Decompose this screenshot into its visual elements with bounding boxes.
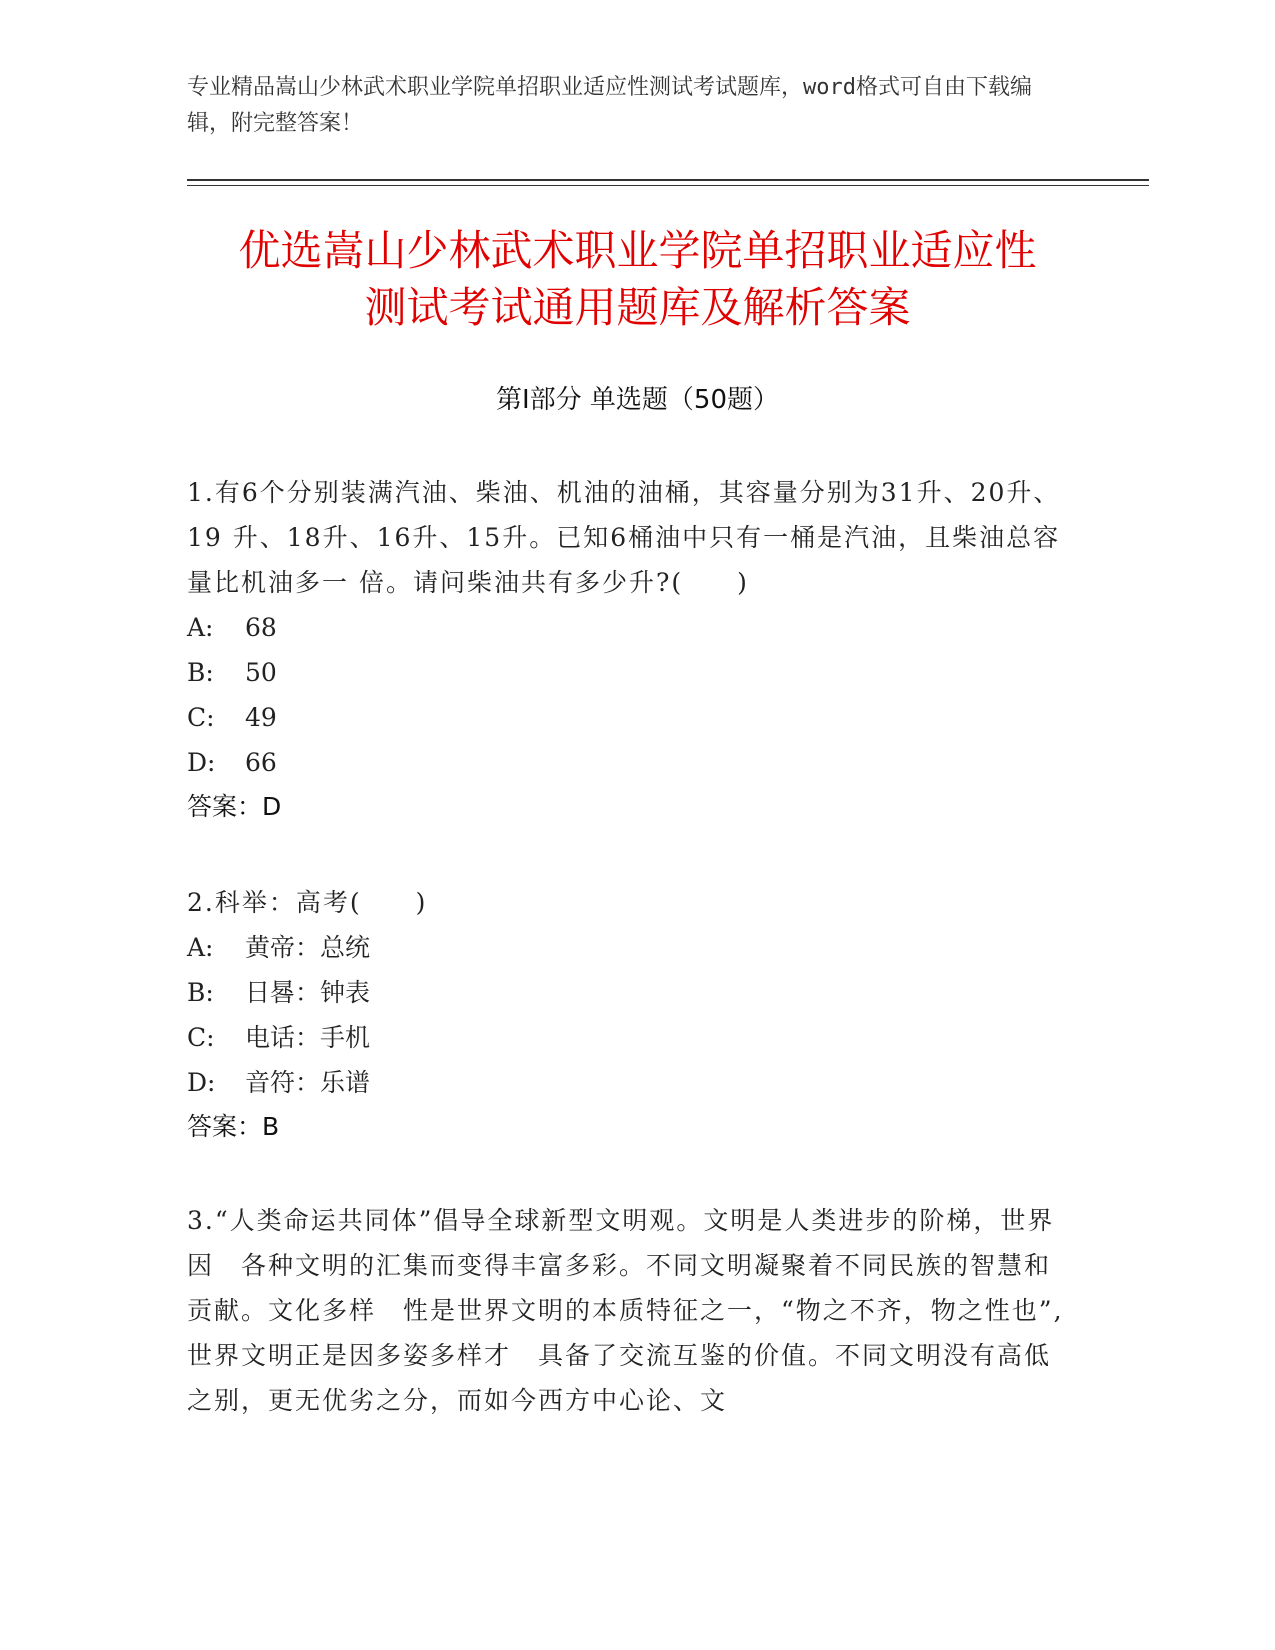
option-a: [187, 925, 1077, 970]
option-value: 日晷：钟表: [245, 978, 371, 1007]
option-key: C:: [187, 1023, 215, 1052]
option-key: B:: [187, 658, 214, 687]
option-b: [187, 650, 1077, 695]
option-value: 66: [245, 748, 277, 777]
question-2: [187, 880, 1077, 1149]
option-d: [187, 740, 1077, 785]
document-title-line2: 测试考试通用题库及解析答案: [364, 283, 911, 332]
option-value: 电话：手机: [245, 1023, 371, 1052]
option-key: D:: [187, 1068, 216, 1097]
question-3: [187, 1198, 1077, 1423]
answer: 答案：D: [187, 792, 282, 821]
option-b: [187, 970, 1077, 1015]
option-value: 黄帝：总统: [245, 933, 371, 962]
option-c: [187, 1015, 1077, 1060]
option-value: 49: [245, 703, 277, 732]
question-text: 2.科举：高考( ): [187, 888, 428, 917]
section-title: 第Ⅰ部分 单选题（50题）: [495, 385, 780, 415]
document-title-line1: 优选嵩山少林武术职业学院单招职业适应性: [238, 226, 1037, 275]
option-c: [187, 695, 1077, 740]
option-key: C:: [187, 703, 215, 732]
option-d: [187, 1060, 1077, 1105]
option-key: A:: [187, 613, 214, 642]
header-note: 专业精品嵩山少林武术职业学院单招职业适应性测试考试题库，word格式可自由下载编辑，附完整答案！: [187, 75, 1032, 136]
option-a: [187, 605, 1077, 650]
answer: 答案：B: [187, 1112, 280, 1141]
option-key: A:: [187, 933, 214, 962]
option-key: D:: [187, 748, 216, 777]
question-1: [187, 470, 1077, 829]
option-value: 50: [245, 658, 277, 687]
question-text: 3.“人类命运共同体”倡导全球新型文明观。文明是人类进步的阶梯，世界因 各种文明的汇集而变得丰富多彩。不同文明凝聚着不同民族的智慧和贡献。文化多样 性是世界文明的本质特征之一，“物之不齐，物之性也”,世界文明正是因多姿多样才 具备了交流互鉴的价值。不同文明没有高低之别，更无优劣之分，而如今西方中心论、文: [187, 1206, 1064, 1415]
option-key: B:: [187, 978, 214, 1007]
question-text: 1.有6个分别装满汽油、柴油、机油的油桶，其容量分别为31升、20升、19 升、18升、16升、15升。已知6桶油中只有一桶是汽油，且柴油总容量比机油多一 倍。请问柴油共有多少升?( ): [187, 478, 1061, 597]
option-value: 音符：乐谱: [245, 1068, 371, 1097]
option-value: 68: [245, 613, 277, 642]
header-divider-thick: [187, 179, 1149, 181]
header-divider-thin: [187, 185, 1149, 186]
document-title: [100, 222, 1175, 336]
